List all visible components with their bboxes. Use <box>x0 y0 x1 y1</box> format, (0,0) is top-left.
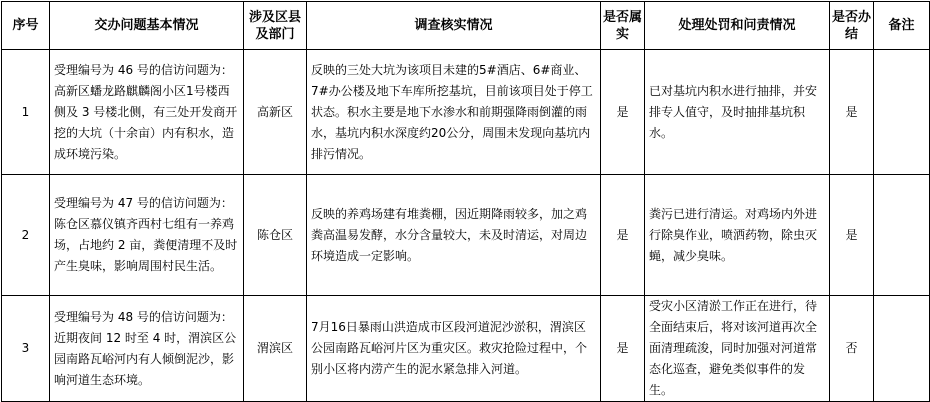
header-no: 序号 <box>2 2 50 50</box>
table-row <box>2 296 930 402</box>
row-no: 1 <box>2 50 50 175</box>
table-row <box>2 50 930 175</box>
table-header-row <box>2 2 930 50</box>
header-verified: 是否属实 <box>601 2 645 50</box>
table-row <box>2 175 930 296</box>
row-handling: 已对基坑内积水进行抽排，并安排专人值守，及时抽排基坑积水。 <box>645 50 830 175</box>
header-done: 是否办结 <box>830 2 874 50</box>
header-handling: 处理处罚和问责情况 <box>645 2 830 50</box>
row-investigation: 7月16日暴雨山洪造成市区段河道泥沙淤积，渭滨区公园南路瓦峪河片区为重灾区。救灾抢险过程中，个别小区将内涝产生的泥水紧急排入河道。 <box>307 296 601 402</box>
row-issue: 受理编号为 46 号的信访问题为：高新区蟠龙路麒麟阁小区1号楼西侧及 3 号楼北侧，有三处开发商开挖的大坑（十余亩）内有积水，造成环境污染。 <box>50 50 244 175</box>
header-investigation: 调查核实情况 <box>307 2 601 50</box>
row-done: 是 <box>830 175 874 296</box>
row-area: 高新区 <box>244 50 307 175</box>
row-note <box>874 50 930 175</box>
row-no: 2 <box>2 175 50 296</box>
row-no: 3 <box>2 296 50 402</box>
row-done: 否 <box>830 296 874 402</box>
header-area: 涉及区县及部门 <box>244 2 307 50</box>
row-note <box>874 296 930 402</box>
row-handling: 粪污已进行清运。对鸡场内外进行除臭作业，喷洒药物，除虫灭蝇，减少臭味。 <box>645 175 830 296</box>
header-issue: 交办问题基本情况 <box>50 2 244 50</box>
row-investigation: 反映的三处大坑为该项目未建的5#酒店、6#商业、7#办公楼及地下车库所挖基坑，目前该项目处于停工状态。积水主要是地下水渗水和前期强降雨倒灌的雨水，基坑内积水深度约20公分，周围未发现向基坑内排污情况。 <box>307 50 601 175</box>
row-handling: 受灾小区清淤工作正在进行，待全面结束后，将对该河道再次全面清理疏浚，同时加强对河道常态化巡查，避免类似事件的发生。 <box>645 296 830 402</box>
row-note <box>874 175 930 296</box>
row-issue: 受理编号为 47 号的信访问题为：陈仓区慕仪镇齐西村七组有一养鸡场，占地约 2 亩，粪便清理不及时产生臭味，影响周围村民生活。 <box>50 175 244 296</box>
row-verified: 是 <box>601 50 645 175</box>
row-area: 陈仓区 <box>244 175 307 296</box>
complaint-table <box>1 1 930 402</box>
row-investigation: 反映的养鸡场建有堆粪棚，因近期降雨较多，加之鸡粪高温易发酵，水分含量较大，未及时清运，对周边环境造成一定影响。 <box>307 175 601 296</box>
row-area: 渭滨区 <box>244 296 307 402</box>
row-issue: 受理编号为 48 号的信访问题为：近期夜间 12 时至 4 时，渭滨区公园南路瓦峪河内有人倾倒泥沙，影响河道生态环境。 <box>50 296 244 402</box>
row-verified: 是 <box>601 296 645 402</box>
row-done: 是 <box>830 50 874 175</box>
row-verified: 是 <box>601 175 645 296</box>
header-note: 备注 <box>874 2 930 50</box>
